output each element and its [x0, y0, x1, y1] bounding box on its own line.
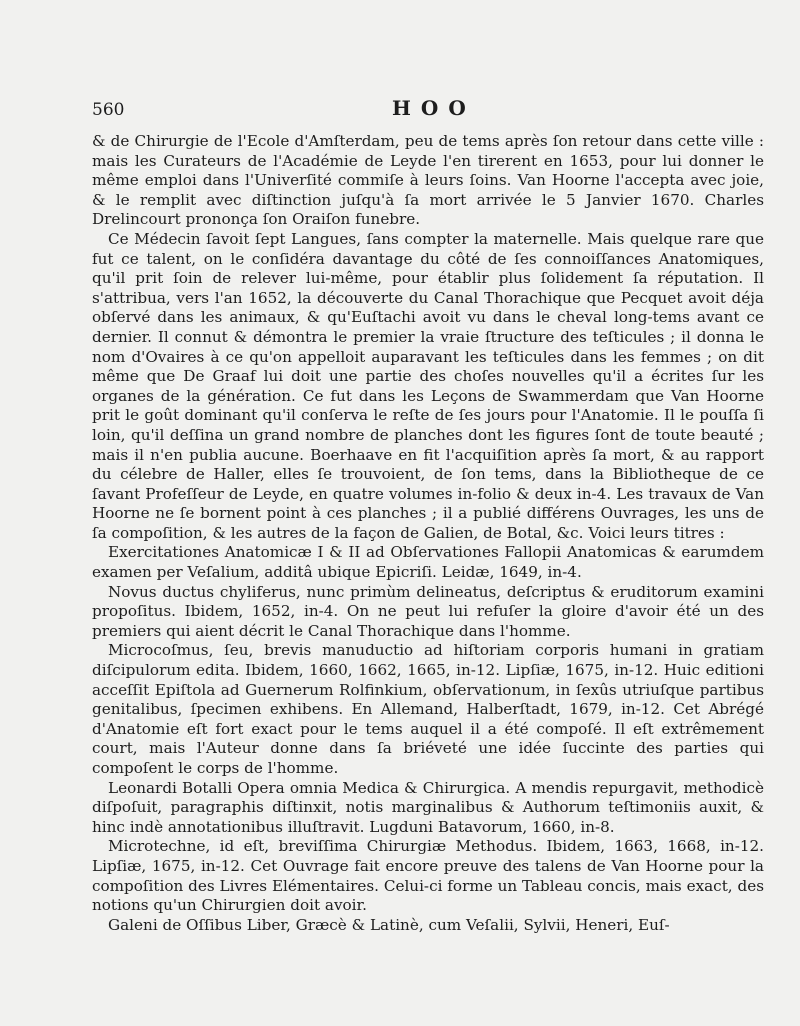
- paragraph-biography-end: & de Chirurgie de l'Ecole d'Amſterdam, peu de tems après ſon retour dans cette ville : mais les Curateurs de l'Académie de Leyde l'en tirerent en 1653, pour lui donner le même emploi dans l'Univerſité commiſe à leurs ſoins. Van Hoorne l'accepta avec joie, & le remplit avec diſtinction juſqu'à ſa mort arrivée le 5 Janvier 1670. Charles Drelincourt prononça ſon Oraiſon funebre.: [92, 132, 764, 229]
- page-header: [92, 96, 710, 124]
- citation-botalli: Leonardi Botalli Opera omnia Medica & Chirurgica. A mendis repurgavit, methodicè diſpoſuit, paragraphis diſtinxit, notis marginalibus & Authorum teſtimoniis auxit, & hinc indè annotationibus illuſtravit. Lugduni Batavorum, 1660, in-8.: [92, 778, 764, 836]
- citation-microcosmus: Microcoſmus, ſeu, brevis manuductio ad hiſtoriam corporis humani in gratiam diſcipulorum edita. Ibidem, 1660, 1662, 1665, in-12. Lipſiæ, 1675, in-12. Huic editioni acceſſit Epiſtola ad Guernerum Rolfinkium, obſervationum, in ſexûs utriuſque partibus genitalibus, ſpecimen exhibens. En Allemand, Halberſtadt, 1679, in-12. Cet Abrégé d'Anatomie eſt fort exact pour le tems auquel il a été compoſé. Il eſt extrêmement court, mais l'Auteur donne dans ſa briéveté une idée ſuccinte des parties qui compoſent le corps de l'homme.: [92, 641, 764, 777]
- citation-microtechne: Microtechne, id eſt, breviſſima Chirurgiæ Methodus. Ibidem, 1663, 1668, in-12. Lipſiæ, 1675, in-12. Cet Ouvrage fait encore preuve des talens de Van Hoorne pour la compoſition des Livres Elémentaires. Celui-ci forme un Tableau concis, mais exact, des notions qu'un Chirurgien doit avoir.: [92, 837, 764, 915]
- citation-novus-ductus: Novus ductus chyliferus, nunc primùm delineatus, deſcriptus & eruditorum examini propoſitus. Ibidem, 1652, in-4. On ne peut lui refuſer la gloire d'avoir été un des premiers qui aient décrit le Canal Thorachique dans l'homme.: [92, 582, 764, 640]
- body-text: [92, 132, 764, 935]
- citation-galeni: Galeni de Oſſibus Liber, Græcè & Latinè, cum Veſalii, Sylvii, Heneri, Euſ-: [108, 915, 670, 934]
- citation-exercitationes: Exercitationes Anatomicæ I & II ad Obſervationes Fallopii Anatomicas & earumdem examen per Veſalium, additâ ubique Epicriſi. Leidæ, 1649, in-4.: [92, 543, 764, 582]
- paragraph-languages: Ce Médecin ſavoit ſept Langues, ſans compter la maternelle. Mais quelque rare que fut ce talent, on le conſidéra davantage du côté de ſes connoiſſances Anatomiques, qu'il prit ſoin de relever lui-même, pour établir plus ſolidement ſa réputation. Il s'attribua, vers l'an 1652, la découverte du Canal Thorachique que Pecquet avoit déja obſervé dans les animaux, & qu'Euſtachi avoit vu dans le cheval long-tems avant ce dernier. Il connut & démontra le premier la vraie ſtructure des teſticules ; il donna le nom d'Ovaires à ce qu'on appelloit auparavant les teſticules dans les femmes ; on dit même que De Graaf lui doit une partie des choſes nouvelles qu'il a écrites ſur les organes de la génération. Ce fut dans les Leçons de Swammerdam que Van Hoorne prit le goût dominant qu'il conſerva le reſte de ſes jours pour l'Anatomie. Il le pouſſa ſi loin, qu'il deſſina un grand nombre de planches dont les figures ſont de toute beauté ; mais il n'en publia aucune. Boerhaave en fit l'acquiſition après ſa mort, & au rapport du célebre de Haller, elles ſe trouvoient, de ſon tems, dans la Bibliotheque de ce ſavant Profeſſeur de Leyde, en quatre volumes in-folio & deux in-4. Les travaux de Van Hoorne ne ſe bornent point à ces planches ; il a publié différens Ouvrages, les uns de ſa compoſition, & les autres de la façon de Galien, de Botal, &c. Voici leurs titres :: [92, 229, 764, 542]
- page-number: 560: [92, 100, 125, 120]
- running-head: HOO: [392, 96, 476, 120]
